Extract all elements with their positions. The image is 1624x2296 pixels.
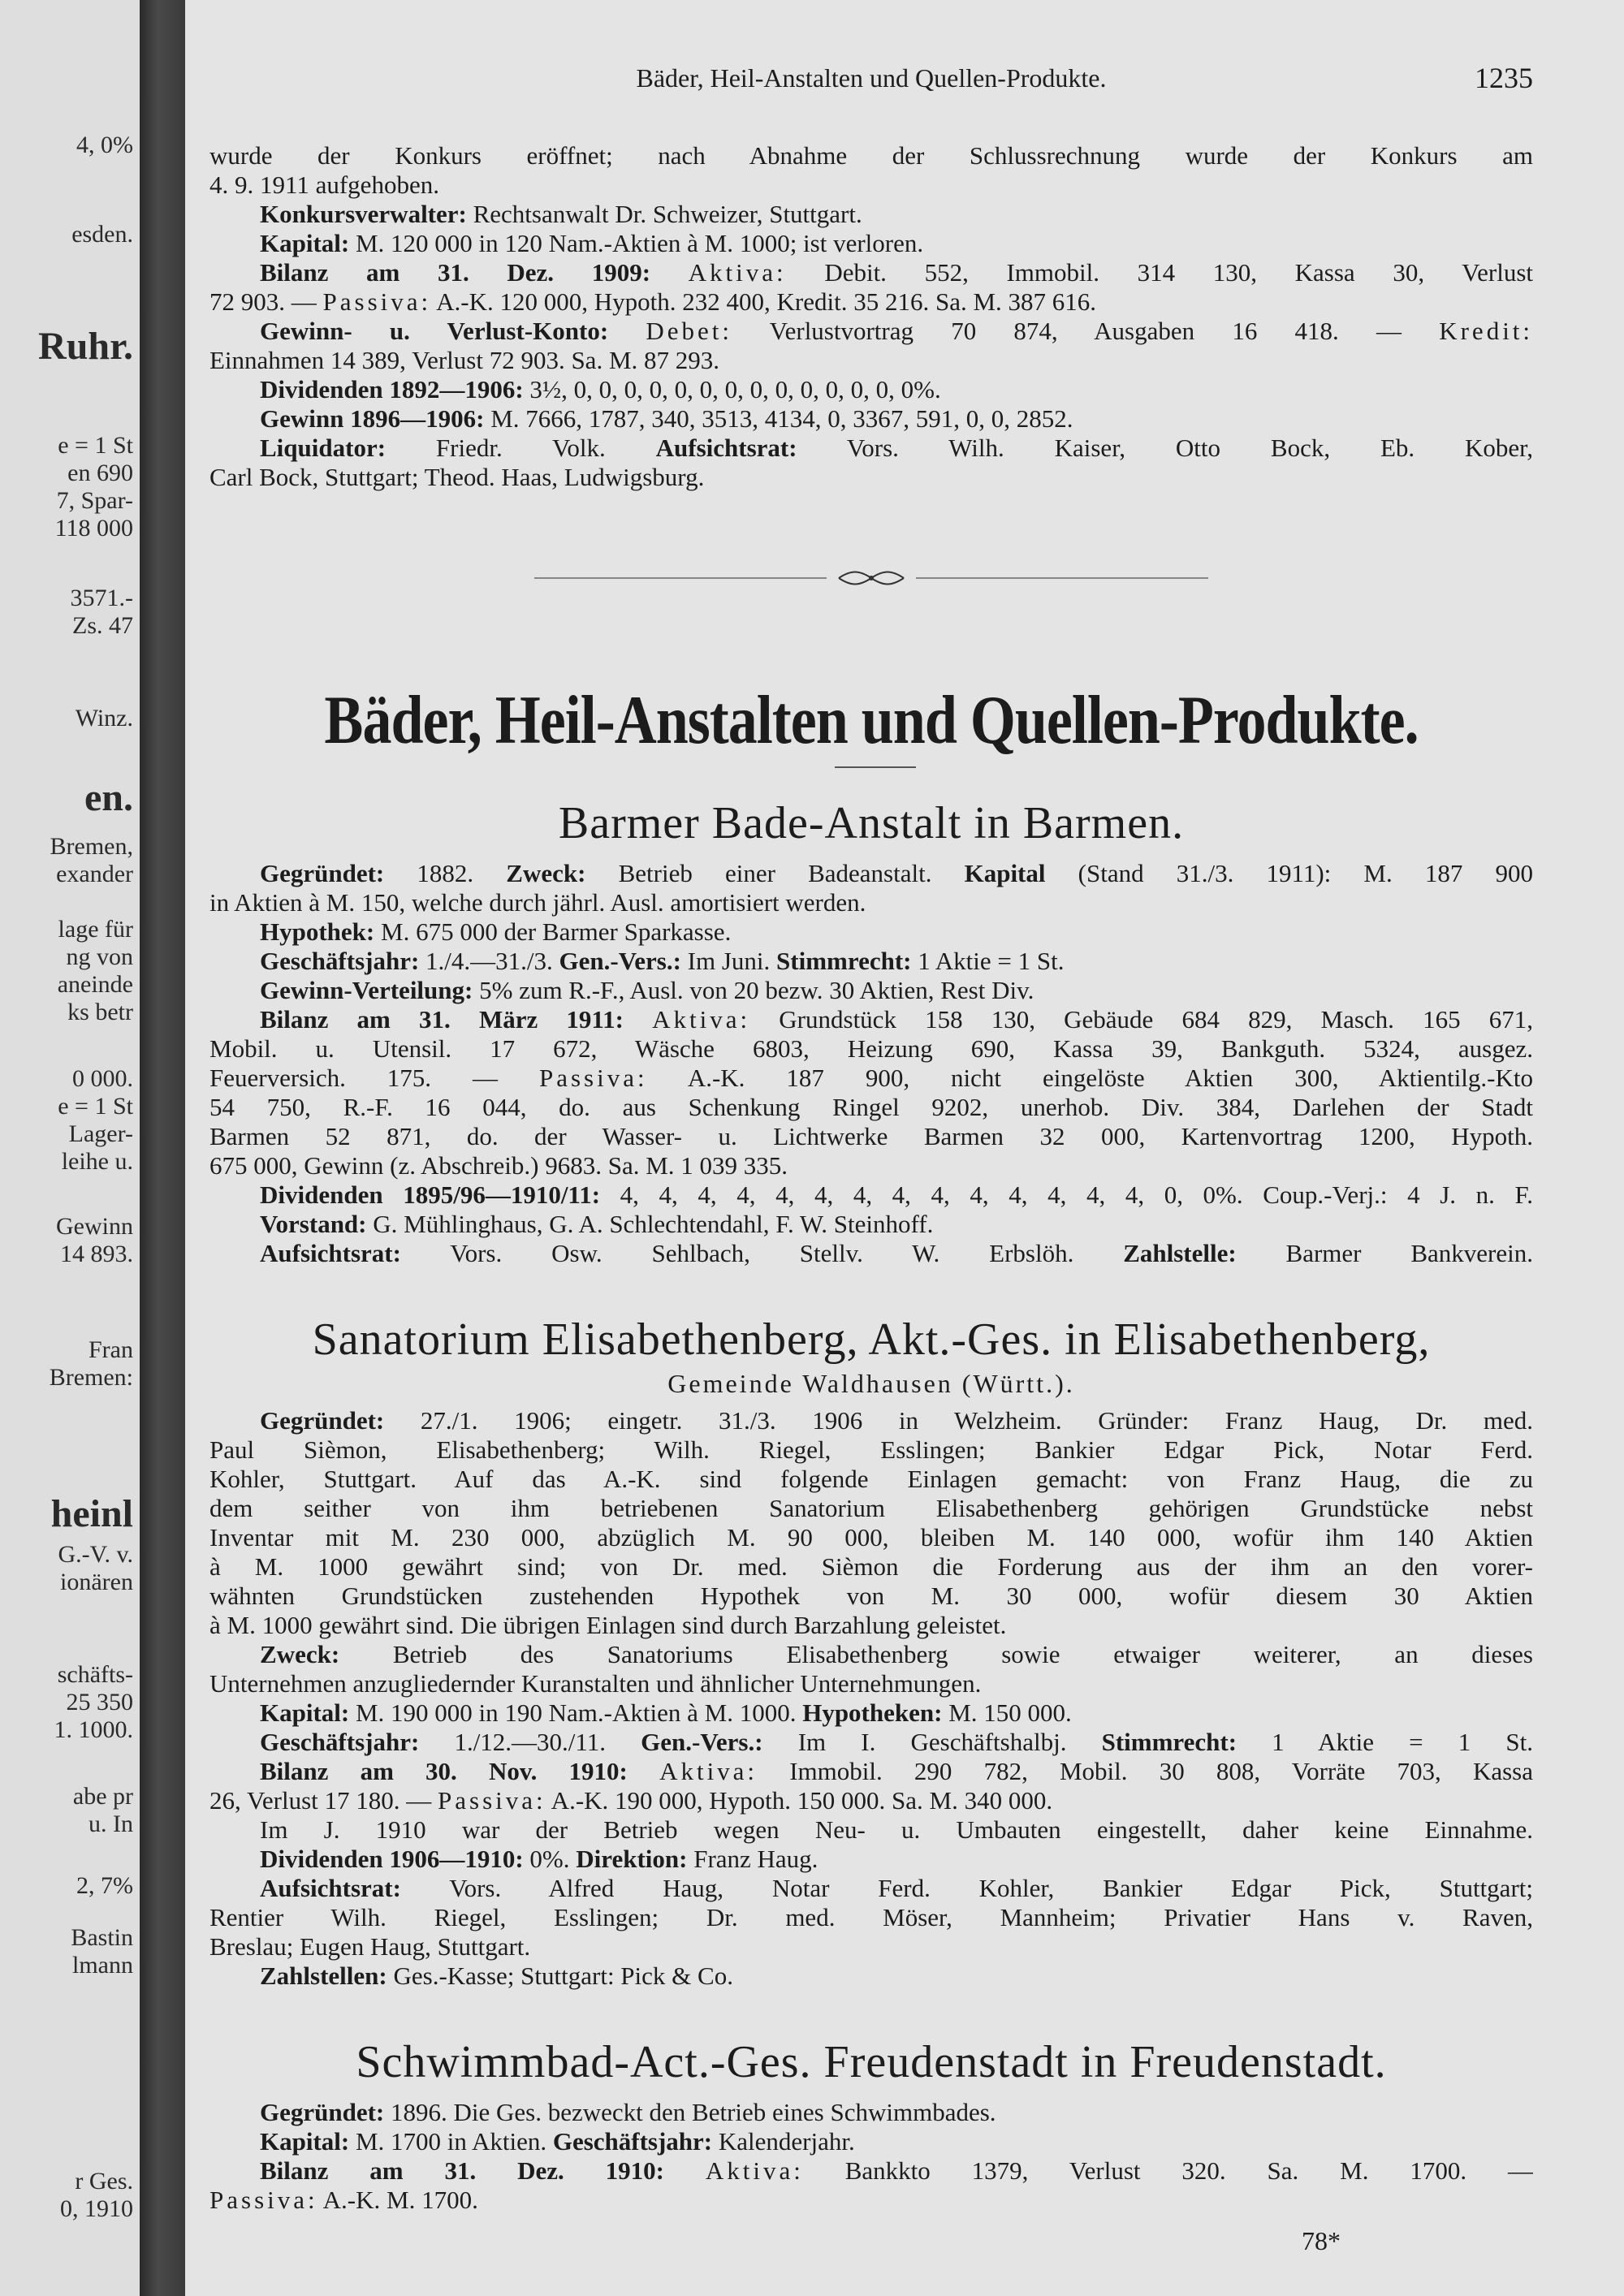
text-line: Gewinn-Verteilung: 5% zum R.-F., Ausl. von 20 bezw. 30 Aktien, Rest Div. bbox=[260, 976, 1034, 1004]
ornament-divider bbox=[534, 568, 1208, 588]
left-page-text-fragment: 7, Spar- bbox=[56, 487, 133, 514]
left-page-text-fragment: G.-V. v. bbox=[58, 1541, 133, 1568]
left-page-text-fragment: 4, 0% bbox=[76, 132, 133, 158]
text-line: Zahlstellen: Ges.-Kasse; Stuttgart: Pick & Co. bbox=[260, 1962, 733, 1990]
text-line: Bilanz am 31. März 1911: Aktiva: Grundstück 158 130, Gebäude 684 829, Masch. 165 671, bbox=[260, 1005, 1533, 1034]
text-line: Unternehmen anzugliedernder Kuranstalten und ähnlicher Unternehmungen. bbox=[209, 1669, 982, 1698]
left-page-text-fragment: 14 893. bbox=[60, 1241, 133, 1267]
text-line: Aufsichtsrat: Vors. Osw. Sehlbach, Stellv. W. Erbslöh. Zahlstelle: Barmer Bankverein. bbox=[260, 1239, 1533, 1267]
left-page-text-fragment: ionären bbox=[60, 1569, 133, 1595]
text-line: à M. 1000 gewährt sind. Die übrigen Einlagen sind durch Barzahlung geleistet. bbox=[209, 1611, 1007, 1639]
text-line: Inventar mit M. 230 000, abzüglich M. 90 000, bleiben M. 140 000, wofür ihm 140 Aktien bbox=[209, 1523, 1533, 1552]
book-page bbox=[185, 0, 1624, 2296]
text-line: Kohler, Stuttgart. Auf das A.-K. sind folgende Einlagen gemacht: von Franz Haug, die zu bbox=[209, 1465, 1533, 1493]
left-page-text-fragment: e = 1 St bbox=[58, 432, 133, 459]
running-head-title: Bäder, Heil-Anstalten und Quellen-Produkte. bbox=[636, 63, 1107, 93]
text-line: 72 903. — Passiva: A.-K. 120 000, Hypoth. 232 400, Kredit. 35 216. Sa. M. 387 616. bbox=[209, 287, 1097, 316]
text-line: Konkursverwalter: Rechtsanwalt Dr. Schweizer, Stuttgart. bbox=[260, 200, 862, 228]
left-page-text-fragment: leihe u. bbox=[61, 1148, 133, 1175]
left-page-text-fragment: 2, 7% bbox=[76, 1872, 133, 1899]
company-title: Sanatorium Elisabethenberg, Akt.-Ges. in Elisabethenberg, bbox=[312, 1314, 1431, 1365]
left-page-text-fragment: exander bbox=[56, 861, 133, 887]
section-title: Bäder, Heil-Anstalten und Quellen-Produkte. bbox=[324, 681, 1419, 759]
text-line: Barmen 52 871, do. der Wasser- u. Lichtwerke Barmen 32 000, Kartenvortrag 1200, Hypoth. bbox=[209, 1122, 1533, 1150]
left-page-text-fragment: ks betr bbox=[67, 999, 133, 1025]
left-page-text-fragment: 0 000. bbox=[72, 1065, 133, 1092]
text-line: Gegründet: 27./1. 1906; eingetr. 31./3. 1906 in Welzheim. Gründer: Franz Haug, Dr. med. bbox=[260, 1406, 1533, 1435]
left-page-fragment bbox=[0, 0, 140, 2296]
text-line: 675 000, Gewinn (z. Abschreib.) 9683. Sa. M. 1 039 335. bbox=[209, 1151, 788, 1180]
text-line: Bilanz am 31. Dez. 1910: Aktiva: Bankkto 1379, Verlust 320. Sa. M. 1700. — bbox=[260, 2156, 1533, 2185]
text-line: Zweck: Betrieb des Sanatoriums Elisabethenberg sowie etwaiger weiterer, an dieses bbox=[260, 1640, 1533, 1668]
text-line: Dividenden 1906—1910: 0%. Direktion: Franz Haug. bbox=[260, 1845, 818, 1873]
text-line: Carl Bock, Stuttgart; Theod. Haas, Ludwigsburg. bbox=[209, 463, 705, 491]
text-line: Dividenden 1895/96—1910/11: 4, 4, 4, 4, 4, 4, 4, 4, 4, 4, 4, 4, 4, 4, 0, 0%. Coup.-Verj.: 4 J. n. F. bbox=[260, 1180, 1533, 1209]
text-line: Gegründet: 1882. Zweck: Betrieb einer Badeanstalt. Kapital (Stand 31./3. 1911): M. 187 900 bbox=[260, 859, 1533, 887]
left-page-text-fragment: 3571.- bbox=[70, 585, 133, 611]
text-line: wurde der Konkurs eröffnet; nach Abnahme der Schlussrechnung wurde der Konkurs am bbox=[209, 141, 1533, 170]
left-page-text-fragment: Bastin bbox=[71, 1924, 133, 1951]
text-line: in Aktien à M. 150, welche durch jährl. Ausl. amortisiert werden. bbox=[209, 888, 866, 917]
left-page-text-fragment: heinl bbox=[50, 1492, 133, 1535]
text-line: Dividenden 1892—1906: 3½, 0, 0, 0, 0, 0, 0, 0, 0, 0, 0, 0, 0, 0, 0%. bbox=[260, 375, 941, 404]
text-line: Gewinn- u. Verlust-Konto: Debet: Verlustvortrag 70 874, Ausgaben 16 418. — Kredit: bbox=[260, 317, 1533, 345]
text-line: 54 750, R.-F. 16 044, do. aus Schenkung Ringel 9202, unerhob. Div. 384, Darlehen der Stadt bbox=[209, 1093, 1533, 1121]
text-line: 4. 9. 1911 aufgehoben. bbox=[209, 170, 439, 199]
company-title: Schwimmbad-Act.-Ges. Freudenstadt in Freudenstadt. bbox=[356, 2037, 1387, 2087]
text-line: Bilanz am 31. Dez. 1909: Aktiva: Debit. 552, Immobil. 314 130, Kassa 30, Verlust bbox=[260, 258, 1533, 287]
left-page-text-fragment: Gewinn bbox=[56, 1213, 133, 1240]
left-page-text-fragment: e = 1 St bbox=[58, 1093, 133, 1120]
left-page-text-fragment: Ruhr. bbox=[38, 325, 133, 368]
left-page-text-fragment: en 690 bbox=[67, 460, 133, 486]
left-page-text-fragment: Lager- bbox=[68, 1120, 133, 1147]
text-line: Feuerversich. 175. — Passiva: A.-K. 187 900, nicht eingelöste Aktien 300, Aktientilg.-Kto bbox=[209, 1064, 1533, 1092]
left-page-text-fragment: Fran bbox=[89, 1336, 133, 1363]
text-line: Breslau; Eugen Haug, Stuttgart. bbox=[209, 1932, 531, 1961]
text-line: Liquidator: Friedr. Volk. Aufsichtsrat: Vors. Wilh. Kaiser, Otto Bock, Eb. Kober, bbox=[260, 434, 1533, 462]
left-page-text-fragment: ng von bbox=[66, 943, 133, 970]
text-line: Mobil. u. Utensil. 17 672, Wäsche 6803, Heizung 690, Kassa 39, Bankguth. 5324, ausgez. bbox=[209, 1034, 1533, 1063]
text-line: à M. 1000 gewährt sind; von Dr. med. Sièmon die Forderung aus der ihm an den vorer- bbox=[209, 1552, 1533, 1581]
text-line: 26, Verlust 17 180. — Passiva: A.-K. 190 000, Hypoth. 150 000. Sa. M. 340 000. bbox=[209, 1786, 1053, 1815]
text-line: Passiva: A.-K. M. 1700. bbox=[209, 2186, 478, 2214]
text-line: Rentier Wilh. Riegel, Esslingen; Dr. med. Möser, Mannheim; Privatier Hans v. Raven, bbox=[209, 1903, 1533, 1931]
left-page-text-fragment: Winz. bbox=[75, 705, 133, 732]
left-page-text-fragment: Bremen, bbox=[50, 833, 133, 860]
section-rule bbox=[835, 766, 916, 768]
left-page-text-fragment: Bremen: bbox=[49, 1364, 133, 1391]
text-line: Vorstand: G. Mühlinghaus, G. A. Schlechtendahl, F. W. Steinhoff. bbox=[260, 1210, 934, 1238]
company-subtitle: Gemeinde Waldhausen (Württ.). bbox=[667, 1369, 1075, 1398]
book-gutter bbox=[140, 0, 185, 2296]
left-page-text-fragment: esden. bbox=[71, 221, 133, 248]
text-line: Im J. 1910 war der Betrieb wegen Neu- u. Umbauten eingestellt, daher keine Einnahme. bbox=[260, 1815, 1533, 1844]
left-page-text-fragment: 118 000 bbox=[54, 515, 133, 542]
text-line: wähnten Grundstücken zustehenden Hypothek von M. 30 000, wofür diesem 30 Aktien bbox=[209, 1582, 1533, 1610]
left-page-text-fragment: abe pr bbox=[72, 1783, 133, 1810]
signature-mark: 78* bbox=[1302, 2226, 1341, 2255]
left-page-text-fragment: lage für bbox=[58, 916, 133, 943]
left-page-text-fragment: lmann bbox=[72, 1952, 133, 1979]
text-line: Kapital: M. 120 000 in 120 Nam.-Aktien à M. 1000; ist verloren. bbox=[260, 229, 924, 257]
text-line: Geschäftsjahr: 1./12.—30./11. Gen.-Vers.: Im I. Geschäftshalbj. Stimmrecht: 1 Aktie = 1 St. bbox=[260, 1728, 1533, 1756]
company-title: Barmer Bade-Anstalt in Barmen. bbox=[558, 798, 1185, 848]
left-page-text-fragment: 0, 1910 bbox=[60, 2195, 133, 2222]
left-page-text-fragment: aneinde bbox=[57, 971, 133, 998]
text-line: Bilanz am 30. Nov. 1910: Aktiva: Immobil. 290 782, Mobil. 30 808, Vorräte 703, Kassa bbox=[260, 1757, 1533, 1785]
text-line: Einnahmen 14 389, Verlust 72 903. Sa. M. 87 293. bbox=[209, 346, 720, 374]
text-line: Kapital: M. 1700 in Aktien. Geschäftsjahr: Kalenderjahr. bbox=[260, 2127, 855, 2156]
text-line: Gegründet: 1896. Die Ges. bezweckt den Betrieb eines Schwimmbades. bbox=[260, 2098, 996, 2126]
left-page-text-fragment: r Ges. bbox=[75, 2168, 133, 2195]
left-page-text-fragment: 1. 1000. bbox=[54, 1716, 133, 1743]
text-line: Geschäftsjahr: 1./4.—31./3. Gen.-Vers.: Im Juni. Stimmrecht: 1 Aktie = 1 St. bbox=[260, 947, 1065, 975]
left-page-text-fragment: u. In bbox=[89, 1810, 133, 1837]
text-line: dem seither von ihm betriebenen Sanatorium Elisabethenberg gehörigen Grundstücke nebst bbox=[209, 1494, 1533, 1522]
left-page-text-fragment: en. bbox=[84, 776, 133, 819]
text-line: Hypothek: M. 675 000 der Barmer Sparkasse. bbox=[260, 917, 732, 946]
left-page-text-fragment: Zs. 47 bbox=[72, 612, 133, 639]
text-line: Aufsichtsrat: Vors. Alfred Haug, Notar Ferd. Kohler, Bankier Edgar Pick, Stuttgart; bbox=[260, 1874, 1533, 1902]
text-line: Gewinn 1896—1906: M. 7666, 1787, 340, 3513, 4134, 0, 3367, 591, 0, 0, 2852. bbox=[260, 404, 1073, 433]
left-page-text-fragment: schäfts- bbox=[57, 1661, 133, 1688]
left-page-text-fragment: 25 350 bbox=[66, 1689, 133, 1716]
page-number: 1235 bbox=[1475, 62, 1533, 94]
text-line: Paul Sièmon, Elisabethenberg; Wilh. Riegel, Esslingen; Bankier Edgar Pick, Notar Ferd. bbox=[209, 1435, 1533, 1464]
text-line: Kapital: M. 190 000 in 190 Nam.-Aktien à M. 1000. Hypotheken: M. 150 000. bbox=[260, 1698, 1072, 1727]
